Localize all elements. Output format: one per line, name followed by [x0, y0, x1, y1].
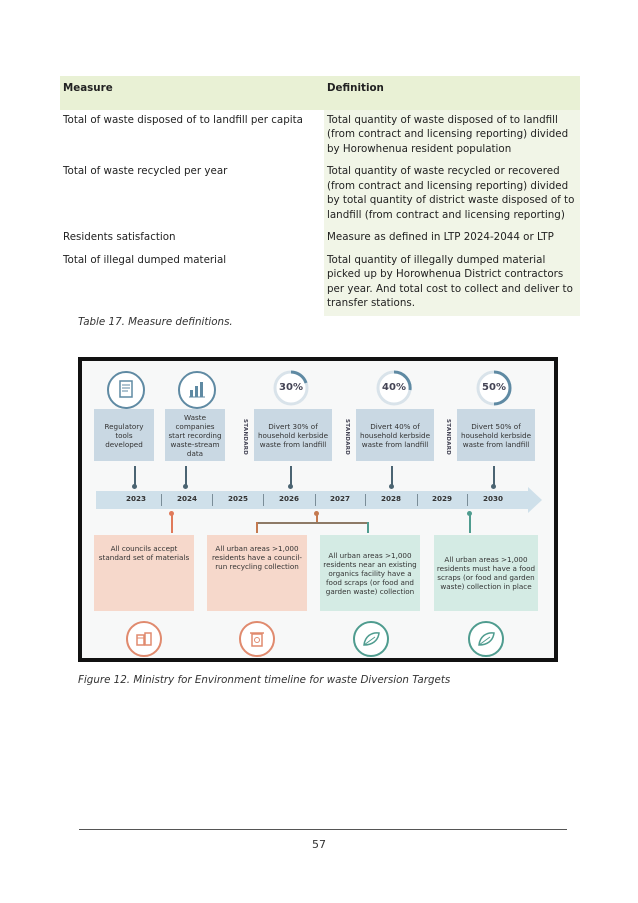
year-label: 2028: [381, 494, 402, 503]
year-label: 2024: [177, 494, 198, 503]
year-divider: [212, 494, 213, 506]
standard-label: STANDARD: [344, 419, 350, 456]
milestone-box: All urban areas >1,000 residents must have a food scraps (or food and garden waste) collection in place: [434, 535, 538, 611]
connector-line: [256, 522, 258, 533]
table-cell-measure: Total of waste recycled per year: [60, 161, 324, 227]
timeline-figure: [78, 357, 558, 662]
connector-dot: [183, 484, 188, 489]
target-box: Divert 30% of household kerbside waste from landfill: [254, 409, 332, 461]
year-label: 2026: [279, 494, 300, 503]
connector-line: [367, 522, 369, 533]
milestone-box: Regulatory tools developed: [94, 409, 154, 461]
target-box: Divert 50% of household kerbside waste from landfill: [457, 409, 535, 461]
connector-line: [391, 466, 393, 486]
connector-line: [290, 466, 292, 486]
table-header-row: [60, 76, 580, 110]
connector-dot: [288, 484, 293, 489]
percent-label: 40%: [382, 382, 406, 393]
recycling-bin-icon: [239, 621, 275, 657]
percent-label: 30%: [279, 382, 303, 393]
table-cell-definition: Total quantity of waste disposed of to landfill (from contract and licensing reporting) divided by Horowhenua resident population: [324, 110, 580, 162]
connector-line: [185, 466, 187, 486]
table-cell-measure: Residents satisfaction: [60, 227, 324, 250]
milestone-box: All urban areas >1,000 residents near an existing organics facility have a food scraps (or food and garden waste) collection: [320, 535, 420, 611]
page-number: 57: [312, 838, 326, 851]
year-label: 2023: [126, 494, 147, 503]
footer-divider: [79, 829, 567, 830]
connector-branch: [256, 522, 368, 524]
year-label: 2029: [432, 494, 453, 503]
standard-label: STANDARD: [445, 419, 451, 456]
bar-chart-icon: [178, 371, 216, 409]
connector-line: [493, 466, 495, 486]
table-row: [60, 110, 580, 162]
table-row: [60, 227, 580, 250]
percent-30-badge: [272, 369, 310, 407]
leaf-icon: [353, 621, 389, 657]
food-packaging-icon: [126, 621, 162, 657]
connector-dot: [389, 484, 394, 489]
percent-50-badge: [475, 369, 513, 407]
table-cell-measure: Total of waste disposed of to landfill per capita: [60, 110, 324, 162]
table-cell-definition: Measure as defined in LTP 2024-2044 or LTP: [324, 227, 580, 250]
connector-line: [134, 466, 136, 486]
connector-dot: [491, 484, 496, 489]
year-divider: [467, 494, 468, 506]
figure-caption: Figure 12. Ministry for Environment timeline for waste Diversion Targets: [78, 674, 451, 686]
year-label: 2027: [330, 494, 351, 503]
table-row: [60, 250, 580, 316]
leaf-icon: [468, 621, 504, 657]
table-header-measure: Measure: [60, 76, 324, 110]
milestone-box: Waste companies start recording waste-stream data: [165, 409, 225, 461]
connector-dot: [132, 484, 137, 489]
year-divider: [161, 494, 162, 506]
year-divider: [315, 494, 316, 506]
document-icon: [107, 371, 145, 409]
connector-line: [469, 515, 471, 533]
standard-label: STANDARD: [242, 419, 248, 456]
table-cell-definition: Total quantity of waste recycled or recovered (from contract and licensing reporting) divided by total quantity of district waste disposed of to landfill (from contract and licensing reporting): [324, 161, 580, 227]
table-header-definition: Definition: [324, 76, 580, 110]
timeline-figure-canvas: [82, 361, 554, 658]
milestone-box: All councils accept standard set of materials: [94, 535, 194, 611]
table-cell-definition: Total quantity of illegally dumped material picked up by Horowhenua District contractors per year. And total cost to collect and deliver to transfer stations.: [324, 250, 580, 316]
table-cell-measure: Total of illegal dumped material: [60, 250, 324, 316]
table-row: [60, 161, 580, 227]
percent-label: 50%: [482, 382, 506, 393]
timeline-arrowhead: [528, 487, 542, 513]
table-caption: Table 17. Measure definitions.: [78, 316, 233, 328]
year-divider: [417, 494, 418, 506]
year-label: 2025: [228, 494, 249, 503]
connector-line: [171, 515, 173, 533]
target-box: Divert 40% of household kerbside waste from landfill: [356, 409, 434, 461]
year-divider: [263, 494, 264, 506]
milestone-box: All urban areas >1,000 residents have a council-run recycling collection: [207, 535, 307, 611]
year-divider: [365, 494, 366, 506]
year-label: 2030: [483, 494, 504, 503]
measure-definitions-table: [60, 76, 580, 316]
percent-40-badge: [375, 369, 413, 407]
